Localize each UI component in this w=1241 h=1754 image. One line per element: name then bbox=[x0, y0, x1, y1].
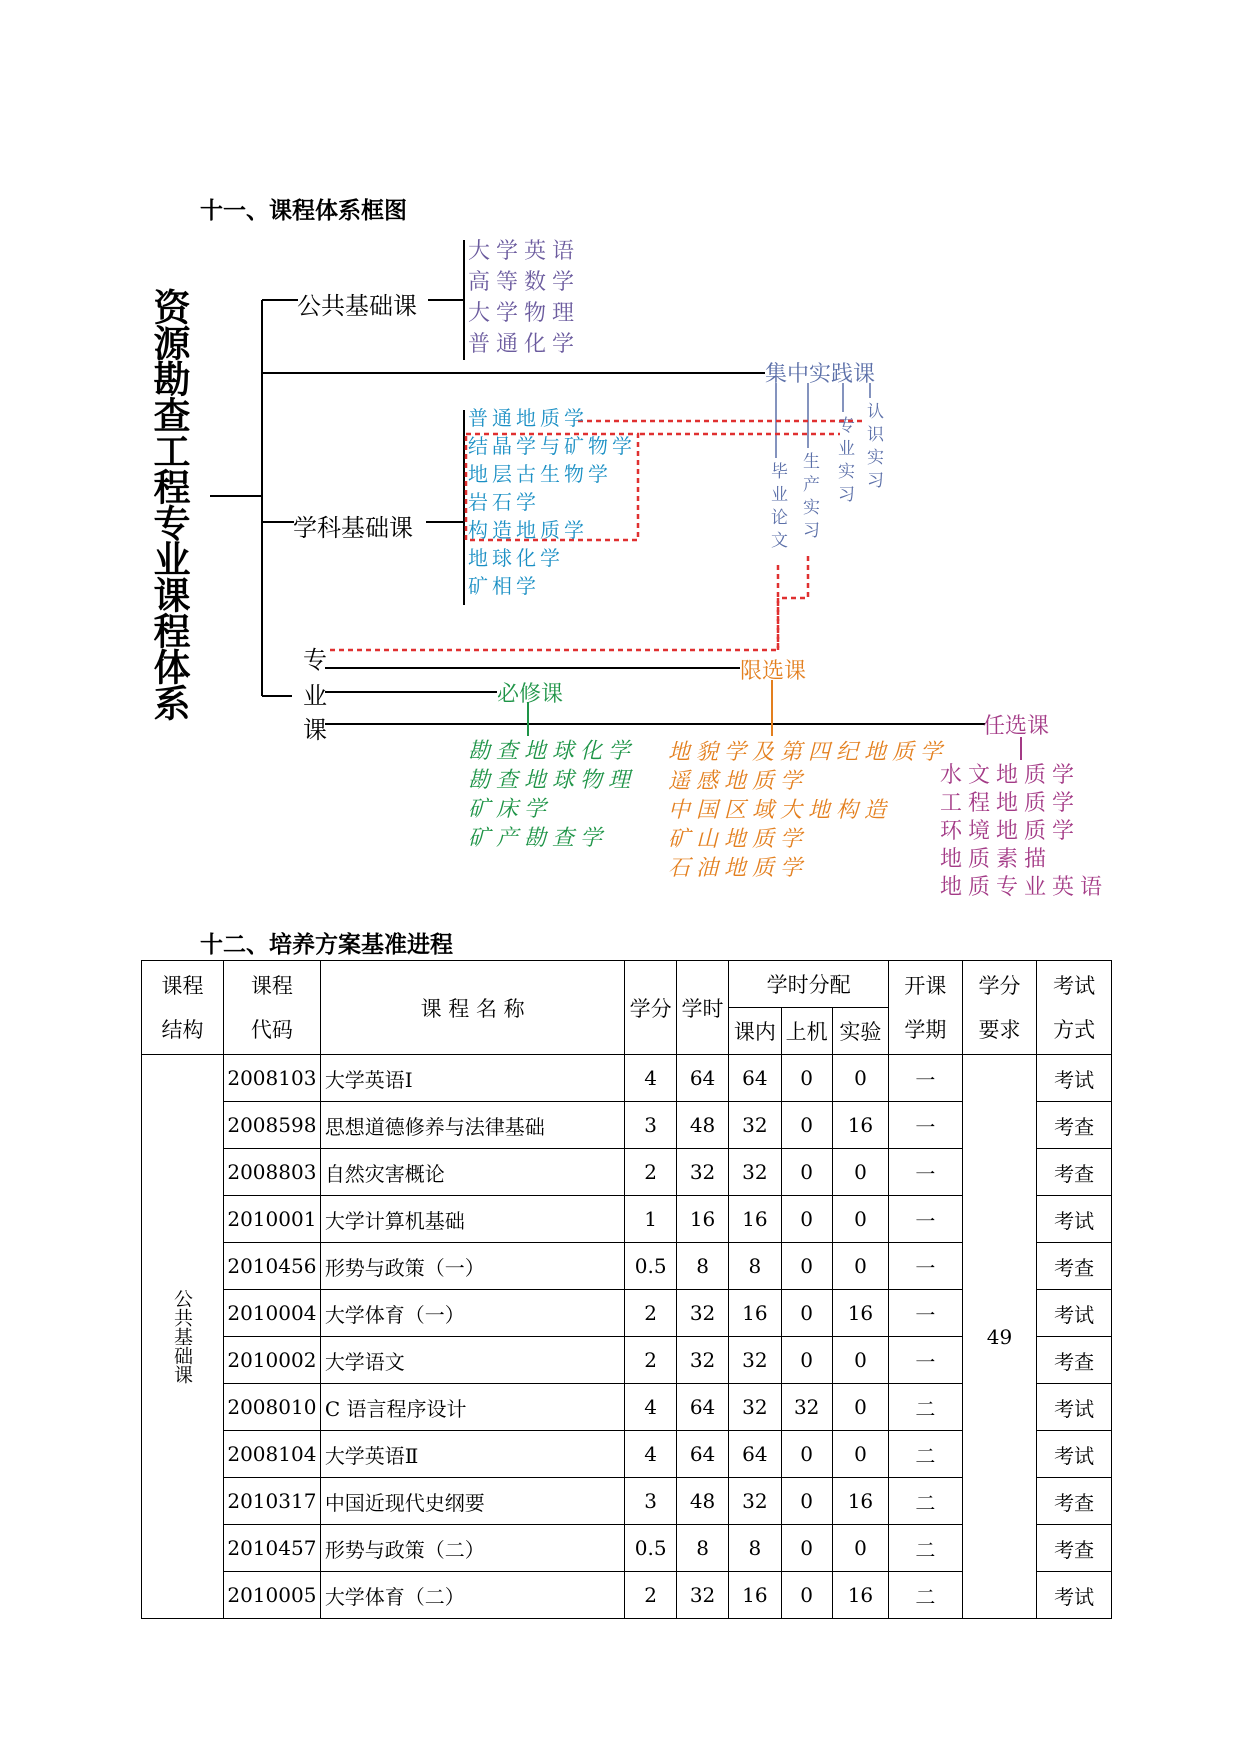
course-exam-type: 考查 bbox=[1037, 1525, 1112, 1572]
course-credit: 4 bbox=[625, 1055, 677, 1102]
course-exam-type: 考试 bbox=[1037, 1431, 1112, 1478]
section-12-title: 十二、培养方案基准进程 bbox=[200, 932, 453, 958]
discipline-basic-item: 结晶学与矿物学 bbox=[468, 434, 636, 458]
course-hours: 64 bbox=[676, 1431, 728, 1478]
course-semester: 一 bbox=[889, 1243, 963, 1290]
course-hours: 48 bbox=[676, 1478, 728, 1525]
discipline-basic-list bbox=[468, 404, 636, 600]
public-basic-item: 大学英语 bbox=[468, 239, 581, 264]
discipline-basic-item: 矿相学 bbox=[468, 574, 540, 598]
course-code: 2010001 bbox=[224, 1196, 321, 1243]
course-semester: 一 bbox=[889, 1196, 963, 1243]
header-name: 课 程 名 称 bbox=[320, 961, 625, 1055]
course-computer: 0 bbox=[781, 1102, 832, 1149]
course-credit: 1 bbox=[625, 1196, 677, 1243]
required-item: 矿床学 bbox=[468, 797, 553, 822]
course-hours: 8 bbox=[676, 1243, 728, 1290]
course-credit: 3 bbox=[625, 1478, 677, 1525]
header-in-class: 课内 bbox=[729, 1008, 781, 1055]
course-code: 2008803 bbox=[224, 1149, 321, 1196]
course-credit: 4 bbox=[625, 1431, 677, 1478]
course-lab: 0 bbox=[832, 1384, 888, 1431]
restricted-item: 矿山地质学 bbox=[668, 827, 809, 852]
header-code: 课程 代码 bbox=[224, 961, 321, 1055]
course-hours: 16 bbox=[676, 1196, 728, 1243]
course-in-class: 32 bbox=[729, 1149, 781, 1196]
course-name: 中国近现代史纲要 bbox=[320, 1478, 625, 1525]
course-computer: 0 bbox=[781, 1525, 832, 1572]
course-credit: 4 bbox=[625, 1384, 677, 1431]
course-semester: 一 bbox=[889, 1102, 963, 1149]
course-hours: 64 bbox=[676, 1055, 728, 1102]
course-code: 2008104 bbox=[224, 1431, 321, 1478]
public-basic-item: 大学物理 bbox=[468, 301, 581, 326]
course-code: 2010004 bbox=[224, 1290, 321, 1337]
restricted-item: 石油地质学 bbox=[668, 856, 809, 881]
header-requirement: 学分 要求 bbox=[962, 961, 1037, 1055]
course-code: 2008103 bbox=[224, 1055, 321, 1102]
course-lab: 0 bbox=[832, 1055, 888, 1102]
course-hours: 48 bbox=[676, 1102, 728, 1149]
course-computer: 0 bbox=[781, 1478, 832, 1525]
discipline-basic-item: 构造地质学 bbox=[468, 518, 588, 542]
discipline-basic-item: 地球化学 bbox=[468, 546, 564, 570]
course-name: 形势与政策（二） bbox=[320, 1525, 625, 1572]
practice-item-thesis: 毕业论文 bbox=[767, 462, 787, 554]
course-in-class: 64 bbox=[729, 1431, 781, 1478]
public-basic-list bbox=[468, 236, 580, 360]
course-semester: 二 bbox=[889, 1525, 963, 1572]
course-hours: 8 bbox=[676, 1525, 728, 1572]
course-name: 大学体育（二） bbox=[320, 1572, 625, 1619]
course-credit: 2 bbox=[625, 1290, 677, 1337]
discipline-basic-item: 地层古生物学 bbox=[468, 462, 612, 486]
course-exam-type: 考查 bbox=[1037, 1149, 1112, 1196]
course-exam-type: 考试 bbox=[1037, 1196, 1112, 1243]
course-exam-type: 考查 bbox=[1037, 1337, 1112, 1384]
course-in-class: 32 bbox=[729, 1478, 781, 1525]
public-basic-label: 公共基础课 bbox=[297, 292, 417, 320]
course-exam-type: 考查 bbox=[1037, 1478, 1112, 1525]
course-hours: 64 bbox=[676, 1384, 728, 1431]
group-credit-requirement: 49 bbox=[962, 1055, 1037, 1619]
section-11-title: 十一、课程体系框图 bbox=[200, 198, 407, 224]
course-code: 2008010 bbox=[224, 1384, 321, 1431]
course-lab: 16 bbox=[832, 1572, 888, 1619]
practice-item-major: 专业实习 bbox=[834, 416, 854, 508]
discipline-basic-item: 普通地质学 bbox=[468, 406, 588, 430]
course-semester: 一 bbox=[889, 1055, 963, 1102]
course-semester: 一 bbox=[889, 1149, 963, 1196]
diagram-root-label: 资源勘查工程专业课程体系 bbox=[147, 288, 190, 720]
header-credit: 学分 bbox=[625, 961, 677, 1055]
header-lab: 实验 bbox=[832, 1008, 888, 1055]
restricted-item: 遥感地质学 bbox=[668, 769, 809, 794]
course-lab: 0 bbox=[832, 1149, 888, 1196]
course-lab: 0 bbox=[832, 1431, 888, 1478]
course-in-class: 16 bbox=[729, 1196, 781, 1243]
course-semester: 一 bbox=[889, 1290, 963, 1337]
required-item: 勘查地球物理 bbox=[468, 768, 637, 793]
course-computer: 32 bbox=[781, 1384, 832, 1431]
course-code: 2010002 bbox=[224, 1337, 321, 1384]
course-computer: 0 bbox=[781, 1055, 832, 1102]
course-hours: 32 bbox=[676, 1572, 728, 1619]
course-name: 大学体育（一） bbox=[320, 1290, 625, 1337]
course-lab: 0 bbox=[832, 1525, 888, 1572]
course-exam-type: 考查 bbox=[1037, 1243, 1112, 1290]
course-in-class: 32 bbox=[729, 1102, 781, 1149]
course-credit: 3 bbox=[625, 1102, 677, 1149]
course-lab: 16 bbox=[832, 1478, 888, 1525]
optional-item: 环境地质学 bbox=[940, 819, 1081, 844]
course-semester: 二 bbox=[889, 1431, 963, 1478]
course-exam-type: 考试 bbox=[1037, 1055, 1112, 1102]
restricted-item: 地貌学及第四纪地质学 bbox=[668, 740, 949, 765]
course-credit: 2 bbox=[625, 1149, 677, 1196]
course-name: 形势与政策（一） bbox=[320, 1243, 625, 1290]
course-credit: 2 bbox=[625, 1337, 677, 1384]
practice-label: 集中实践课 bbox=[765, 362, 876, 387]
course-in-class: 16 bbox=[729, 1572, 781, 1619]
course-name: C 语言程序设计 bbox=[320, 1384, 625, 1431]
course-semester: 二 bbox=[889, 1384, 963, 1431]
major-label-char-3: 课 bbox=[303, 716, 327, 744]
course-exam-type: 考查 bbox=[1037, 1102, 1112, 1149]
optional-item: 地质素描 bbox=[940, 847, 1053, 872]
header-distribution: 学时分配 bbox=[729, 961, 889, 1008]
restricted-list bbox=[668, 738, 948, 883]
course-computer: 0 bbox=[781, 1431, 832, 1478]
course-exam-type: 考试 bbox=[1037, 1384, 1112, 1431]
header-structure: 课程 结构 bbox=[142, 961, 224, 1055]
course-hours: 32 bbox=[676, 1290, 728, 1337]
course-lab: 0 bbox=[832, 1337, 888, 1384]
course-credit: 0.5 bbox=[625, 1243, 677, 1290]
major-label-char-1: 专 bbox=[303, 646, 327, 674]
practice-item-production: 生产实习 bbox=[799, 452, 819, 544]
optional-label: 任选课 bbox=[983, 714, 1050, 739]
public-basic-item: 普通化学 bbox=[468, 332, 581, 357]
course-computer: 0 bbox=[781, 1196, 832, 1243]
required-list bbox=[468, 737, 636, 853]
course-computer: 0 bbox=[781, 1149, 832, 1196]
header-hours: 学时 bbox=[676, 961, 728, 1055]
practice-item-cognition: 认识实习 bbox=[863, 402, 883, 494]
course-in-class: 32 bbox=[729, 1384, 781, 1431]
optional-item: 水文地质学 bbox=[940, 763, 1081, 788]
course-name: 大学英语Ⅰ bbox=[320, 1055, 625, 1102]
course-computer: 0 bbox=[781, 1290, 832, 1337]
course-code: 2010457 bbox=[224, 1525, 321, 1572]
restricted-label: 限选课 bbox=[740, 659, 807, 684]
course-exam-type: 考试 bbox=[1037, 1290, 1112, 1337]
group-label: 公共基础课 bbox=[142, 1055, 224, 1619]
header-computer: 上机 bbox=[781, 1008, 832, 1055]
course-hours: 32 bbox=[676, 1149, 728, 1196]
discipline-basic-item: 岩石学 bbox=[468, 490, 540, 514]
course-in-class: 32 bbox=[729, 1337, 781, 1384]
course-name: 自然灾害概论 bbox=[320, 1149, 625, 1196]
course-exam-type: 考试 bbox=[1037, 1572, 1112, 1619]
course-credit: 2 bbox=[625, 1572, 677, 1619]
optional-item: 地质专业英语 bbox=[940, 875, 1109, 900]
header-exam: 考试 方式 bbox=[1037, 961, 1112, 1055]
required-item: 勘查地球化学 bbox=[468, 739, 637, 764]
course-code: 2008598 bbox=[224, 1102, 321, 1149]
optional-item: 工程地质学 bbox=[940, 791, 1081, 816]
course-code: 2010317 bbox=[224, 1478, 321, 1525]
course-semester: 二 bbox=[889, 1572, 963, 1619]
course-hours: 32 bbox=[676, 1337, 728, 1384]
header-semester: 开课 学期 bbox=[889, 961, 963, 1055]
discipline-basic-label: 学科基础课 bbox=[293, 514, 413, 542]
required-item: 矿产勘查学 bbox=[468, 826, 609, 851]
course-computer: 0 bbox=[781, 1337, 832, 1384]
course-lab: 0 bbox=[832, 1243, 888, 1290]
required-label: 必修课 bbox=[497, 682, 564, 707]
course-credit: 0.5 bbox=[625, 1525, 677, 1572]
course-computer: 0 bbox=[781, 1572, 832, 1619]
course-computer: 0 bbox=[781, 1243, 832, 1290]
course-in-class: 8 bbox=[729, 1243, 781, 1290]
course-in-class: 16 bbox=[729, 1290, 781, 1337]
course-in-class: 64 bbox=[729, 1055, 781, 1102]
table-row bbox=[142, 1055, 1112, 1102]
major-label-char-2: 业 bbox=[303, 682, 327, 710]
training-plan-table bbox=[141, 960, 1112, 1619]
course-semester: 二 bbox=[889, 1478, 963, 1525]
course-name: 大学英语Ⅱ bbox=[320, 1431, 625, 1478]
public-basic-item: 高等数学 bbox=[468, 270, 581, 295]
restricted-item: 中国区域大地构造 bbox=[668, 798, 893, 823]
course-semester: 一 bbox=[889, 1337, 963, 1384]
course-name: 大学计算机基础 bbox=[320, 1196, 625, 1243]
course-code: 2010005 bbox=[224, 1572, 321, 1619]
course-code: 2010456 bbox=[224, 1243, 321, 1290]
course-in-class: 8 bbox=[729, 1525, 781, 1572]
course-lab: 16 bbox=[832, 1102, 888, 1149]
course-name: 思想道德修养与法律基础 bbox=[320, 1102, 625, 1149]
course-lab: 0 bbox=[832, 1196, 888, 1243]
course-name: 大学语文 bbox=[320, 1337, 625, 1384]
optional-list bbox=[940, 762, 1108, 902]
course-lab: 16 bbox=[832, 1290, 888, 1337]
